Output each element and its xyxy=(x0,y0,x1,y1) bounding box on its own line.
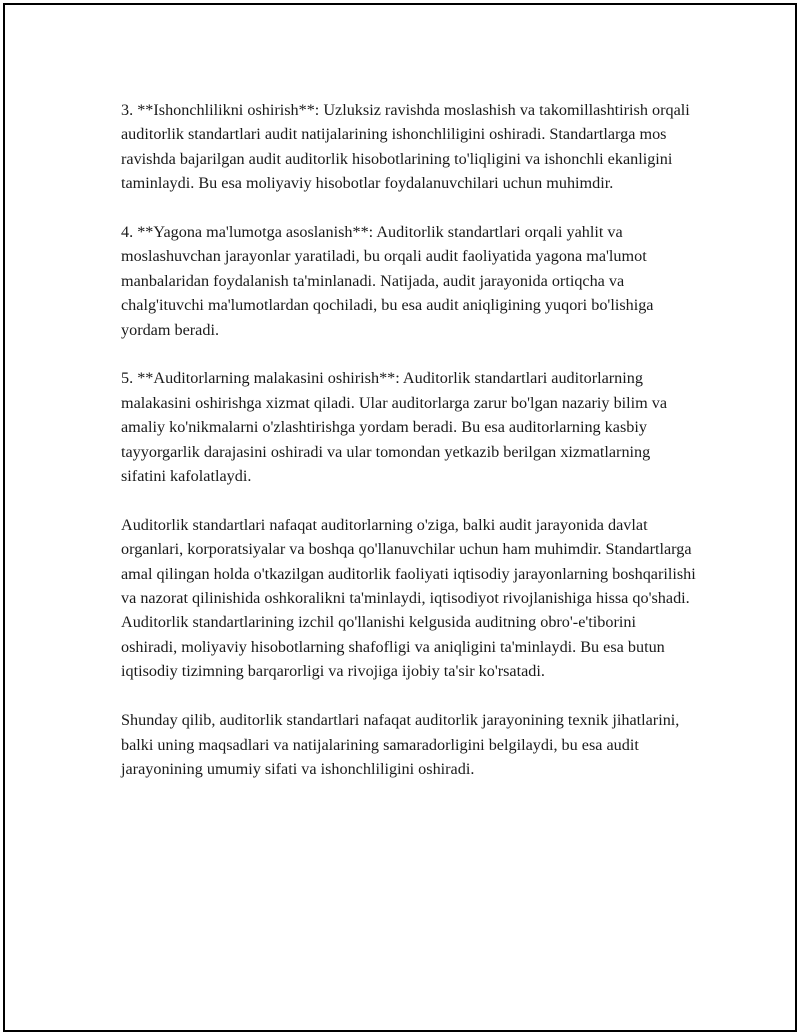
paragraph-conclusion: Shunday qilib, auditorlik standartlari nafaqat auditorlik jarayonining texnik jihatlarini, balki uning maqsadlari va natijalarining samaradorligini belgilaydi, bu esa audit jarayonining umumiy sifati va ishonchliligini oshiradi. xyxy=(121,711,680,778)
paragraph-point-5: 5. **Auditorlarning malakasini oshirish**: Auditorlik standartlari auditorlarning malakasini oshirishga xizmat qiladi. Ular auditorlarga zarur bo'lgan nazariy bilim va amaliy ko'nikmalarni o'zlashtirishga yordam beradi. Bu esa auditorlarning kasbiy tayyorgarlik darajasini oshiradi va ular tomondan yetkazib berilgan xizmatlarning sifatini kafolatlaydi. xyxy=(121,369,668,486)
document-body xyxy=(121,98,696,806)
paragraph-point-3: 3. **Ishonchlilikni oshirish**: Uzluksiz ravishda moslashish va takomillashtirish orqali auditorlik standartlari audit natijalarining ishonchliligini oshiradi. Standartlarga mos ravishda bajarilgan audit auditorlik hisobotlarining to'liqligini va ishonchli ekanligini taminlaydi. Bu esa moliyaviy hisobotlar foydalanuvchilari uchun muhimdir. xyxy=(121,101,690,193)
document-page xyxy=(3,3,797,1032)
paragraph-point-4: 4. **Yagona ma'lumotga asoslanish**: Auditorlik standartlari orqali yahlit va moslashuvchan jarayonlar yaratiladi, bu orqali audit faoliyatida yagona ma'lumot manbalaridan foydalanish ta'minlanadi. Natijada, audit jarayonida ortiqcha va chalg'ituvchi ma'lumotlardan qochiladi, bu esa audit aniqligining yuqori bo'lishiga yordam beradi. xyxy=(121,223,654,339)
paragraph-importance: Auditorlik standartlari nafaqat auditorlarning o'ziga, balki audit jarayonida davlat organlari, korporatsiyalar va boshqa qo'llanuvchilar uchun ham muhimdir. Standartlarga amal qilingan holda o'tkazilgan auditorlik faoliyati iqtisodiy jarayonlarning boshqarilishi va nazorat qilinishida oshkoralikni ta'minlaydi, iqtisodiyot rivojlanishiga hissa qo'shadi. Auditorlik standartlarining izchil qo'llanishi kelgusida auditning obro'-e'tiborini oshiradi, moliyaviy hisobotlarning shafofligi va aniqligini ta'minlaydi. Bu esa butun iqtisodiy tizimning barqarorligi va rivojiga ijobiy ta'sir ko'rsatadi. xyxy=(121,515,696,681)
